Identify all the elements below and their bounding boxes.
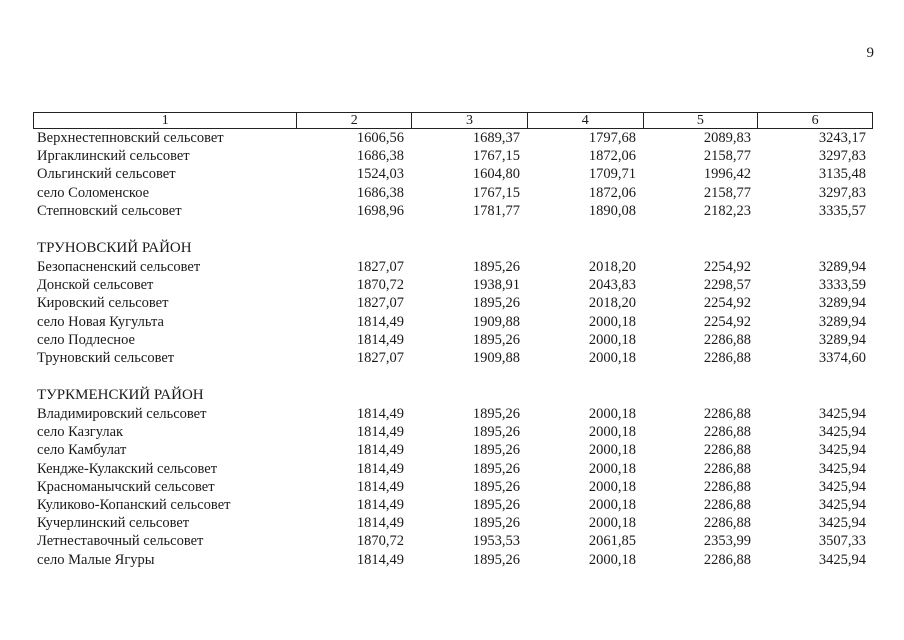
- value-cell: 1895,26: [472, 295, 520, 312]
- value-cell: 3374,60: [818, 349, 866, 366]
- value-cell: 1814,49: [356, 313, 404, 330]
- value-cell: 1895,26: [472, 258, 520, 275]
- value-cell: 3425,94: [818, 424, 866, 441]
- section-title-trunovsky: ТРУНОВСКИЙ РАЙОН: [37, 239, 192, 256]
- value-cell: 1895,26: [472, 460, 520, 477]
- value-cell: 2018,20: [588, 295, 636, 312]
- table-row: [33, 532, 873, 550]
- value-cell: 3507,33: [818, 533, 866, 550]
- value-cell: 2286,88: [703, 442, 751, 459]
- value-cell: 2298,57: [703, 277, 751, 294]
- value-cell: 1814,49: [356, 478, 404, 495]
- value-cell: 3289,94: [818, 258, 866, 275]
- section-title-turkmensky: ТУРКМЕНСКИЙ РАЙОН: [37, 387, 204, 404]
- value-cell: 3425,94: [818, 551, 866, 568]
- value-cell: 2286,88: [703, 460, 751, 477]
- settlement-name: Ольгинский сельсовет: [37, 166, 176, 183]
- value-cell: 2158,77: [703, 148, 751, 165]
- table-row: [33, 294, 873, 312]
- value-cell: 1606,56: [356, 130, 404, 146]
- value-cell: 3425,94: [818, 497, 866, 513]
- settlement-name: село Соломенское: [37, 184, 150, 201]
- value-cell: 1895,26: [472, 331, 520, 348]
- settlement-name: село Подлесное: [37, 331, 135, 348]
- value-cell: 2018,20: [588, 258, 636, 275]
- settlement-name: Кировский сельсовет: [37, 295, 169, 312]
- value-cell: 3297,83: [818, 184, 866, 201]
- value-cell: 3135,48: [818, 166, 866, 183]
- table-block-top: [33, 129, 873, 220]
- value-cell: 2286,88: [703, 349, 751, 366]
- settlement-name: Степновский сельсовет: [37, 202, 182, 219]
- value-cell: 2000,18: [588, 460, 636, 477]
- table-row: [33, 129, 873, 147]
- value-cell: 1827,07: [356, 258, 404, 275]
- value-cell: 1767,15: [472, 148, 520, 165]
- value-cell: 3289,94: [818, 313, 866, 330]
- table-block-turkmensky: [33, 405, 873, 569]
- value-cell: 3335,57: [818, 202, 866, 219]
- settlement-name: село Камбулат: [37, 442, 127, 459]
- table-row: [33, 276, 873, 294]
- value-cell: 2254,92: [703, 258, 751, 275]
- settlement-name: Красноманычский сельсовет: [37, 478, 215, 495]
- value-cell: 1767,15: [472, 184, 520, 201]
- value-cell: 2000,18: [588, 406, 636, 423]
- table-row: [33, 258, 873, 276]
- value-cell: 1686,38: [356, 184, 404, 201]
- value-cell: 1709,71: [588, 166, 636, 183]
- value-cell: 2000,18: [588, 515, 636, 532]
- value-cell: 1996,42: [703, 166, 751, 183]
- table-row: [33, 202, 873, 220]
- value-cell: 2286,88: [703, 497, 751, 513]
- value-cell: 1909,88: [472, 349, 520, 366]
- value-cell: 1814,49: [356, 331, 404, 348]
- table-row: [33, 405, 873, 423]
- page-number: 9: [866, 45, 874, 61]
- value-cell: 1827,07: [356, 349, 404, 366]
- settlement-name: Иргаклинский сельсовет: [37, 148, 190, 165]
- value-cell: 1814,49: [356, 551, 404, 568]
- value-cell: 1938,91: [472, 277, 520, 294]
- table-row: [33, 478, 873, 496]
- table-row: [33, 514, 873, 532]
- header-cell: 4: [527, 113, 643, 128]
- value-cell: 2254,92: [703, 295, 751, 312]
- table-row: [33, 441, 873, 459]
- value-cell: 1870,72: [356, 533, 404, 550]
- value-cell: 2286,88: [703, 406, 751, 423]
- value-cell: 2286,88: [703, 515, 751, 532]
- value-cell: 3289,94: [818, 295, 866, 312]
- settlement-name: село Казгулак: [37, 424, 124, 441]
- value-cell: 1604,80: [472, 166, 520, 183]
- value-cell: 3289,94: [818, 331, 866, 348]
- settlement-name: село Новая Кугульта: [37, 313, 164, 330]
- settlement-name: Безопасненский сельсовет: [37, 258, 201, 275]
- table-row: [33, 423, 873, 441]
- value-cell: 1870,72: [356, 277, 404, 294]
- value-cell: 2089,83: [703, 130, 751, 146]
- value-cell: 1698,96: [356, 202, 404, 219]
- table-row: [33, 165, 873, 183]
- value-cell: 1895,26: [472, 551, 520, 568]
- value-cell: 2043,83: [588, 277, 636, 294]
- value-cell: 1895,26: [472, 515, 520, 532]
- table-row: [33, 147, 873, 165]
- value-cell: 1909,88: [472, 313, 520, 330]
- header-cell: 5: [643, 113, 758, 128]
- value-cell: 3243,17: [818, 130, 866, 146]
- value-cell: 3425,94: [818, 442, 866, 459]
- header-cell: 6: [757, 113, 872, 128]
- value-cell: 2254,92: [703, 313, 751, 330]
- value-cell: 1895,26: [472, 424, 520, 441]
- value-cell: 1872,06: [588, 184, 636, 201]
- value-cell: 2000,18: [588, 478, 636, 495]
- value-cell: 1814,49: [356, 460, 404, 477]
- value-cell: 1814,49: [356, 442, 404, 459]
- settlement-name: село Малые Ягуры: [37, 551, 155, 568]
- table-row: [33, 313, 873, 331]
- settlement-name: Верхнестепновский сельсовет: [37, 130, 224, 146]
- value-cell: 1814,49: [356, 497, 404, 513]
- value-cell: 2000,18: [588, 349, 636, 366]
- value-cell: 2182,23: [703, 202, 751, 219]
- value-cell: 1890,08: [588, 202, 636, 219]
- value-cell: 2158,77: [703, 184, 751, 201]
- value-cell: 1524,03: [356, 166, 404, 183]
- value-cell: 1781,77: [472, 202, 520, 219]
- header-cell: 1: [161, 113, 169, 128]
- value-cell: 1895,26: [472, 478, 520, 495]
- value-cell: 2000,18: [588, 331, 636, 348]
- value-cell: 1814,49: [356, 424, 404, 441]
- value-cell: 1686,38: [356, 148, 404, 165]
- settlement-name: Владимировский сельсовет: [37, 406, 207, 423]
- value-cell: 2286,88: [703, 551, 751, 568]
- value-cell: 1814,49: [356, 515, 404, 532]
- settlement-name: Кучерлинский сельсовет: [37, 515, 190, 532]
- column-number-header: [33, 112, 873, 129]
- value-cell: 1895,26: [472, 406, 520, 423]
- table-row: [33, 460, 873, 478]
- value-cell: 2000,18: [588, 442, 636, 459]
- value-cell: 3425,94: [818, 406, 866, 423]
- value-cell: 3425,94: [818, 460, 866, 477]
- value-cell: 3425,94: [818, 478, 866, 495]
- table-row: [33, 551, 873, 569]
- value-cell: 1689,37: [472, 130, 520, 146]
- value-cell: 2000,18: [588, 551, 636, 568]
- table-row: [33, 184, 873, 202]
- value-cell: 2061,85: [588, 533, 636, 550]
- value-cell: 1797,68: [588, 130, 636, 146]
- settlement-name: Куликово-Копанский сельсовет: [37, 497, 231, 513]
- value-cell: 1895,26: [472, 497, 520, 513]
- settlement-name: Летнеставочный сельсовет: [37, 533, 204, 550]
- settlement-name: Кендже-Кулакский сельсовет: [37, 460, 218, 477]
- table-row: [33, 331, 873, 349]
- value-cell: 1872,06: [588, 148, 636, 165]
- value-cell: 2286,88: [703, 478, 751, 495]
- table-block-trunovsky: [33, 258, 873, 367]
- value-cell: 2353,99: [703, 533, 751, 550]
- value-cell: 3297,83: [818, 148, 866, 165]
- value-cell: 2000,18: [588, 313, 636, 330]
- table-row: [33, 496, 873, 514]
- value-cell: 3333,59: [818, 277, 866, 294]
- settlement-name: Труновский сельсовет: [37, 349, 175, 366]
- value-cell: 2000,18: [588, 424, 636, 441]
- header-cell: 3: [411, 113, 527, 128]
- value-cell: 2000,18: [588, 497, 636, 513]
- value-cell: 1814,49: [356, 406, 404, 423]
- tariff-table: [33, 112, 873, 569]
- value-cell: 3425,94: [818, 515, 866, 532]
- value-cell: 1895,26: [472, 442, 520, 459]
- value-cell: 1953,53: [472, 533, 520, 550]
- table-row: [33, 349, 873, 367]
- header-cell: 2: [296, 113, 411, 128]
- settlement-name: Донской сельсовет: [37, 277, 154, 294]
- value-cell: 2286,88: [703, 331, 751, 348]
- value-cell: 1827,07: [356, 295, 404, 312]
- value-cell: 2286,88: [703, 424, 751, 441]
